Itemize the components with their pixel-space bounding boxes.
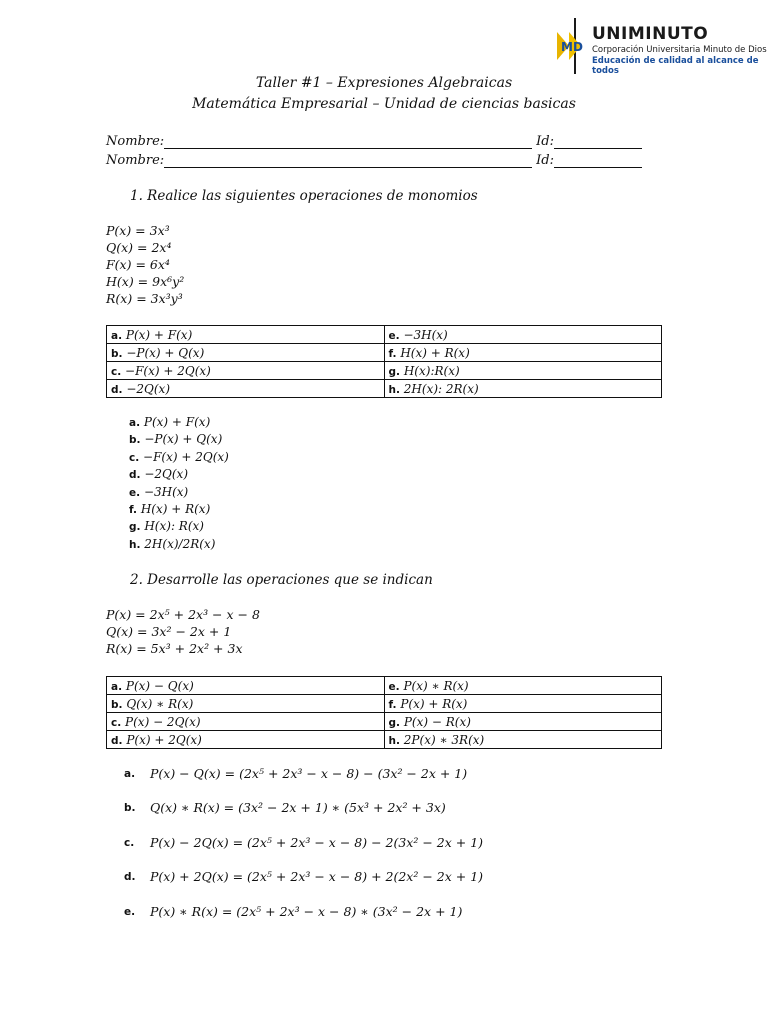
development-label: d.	[124, 871, 136, 883]
table-cell: a. P(x) − Q(x)	[107, 677, 385, 695]
table-cell: f. H(x) + R(x)	[384, 344, 662, 362]
table-cell: b. −P(x) + Q(x)	[107, 344, 385, 362]
list-item: h. 2H(x)/2R(x)	[129, 537, 216, 551]
table-cell: h. 2H(x): 2R(x)	[384, 380, 662, 398]
table-cell: d. P(x) + 2Q(x)	[107, 731, 385, 749]
svg-text:MD: MD	[561, 40, 583, 54]
logo-tagline: Educación de calidad al alcance de todos	[592, 56, 759, 76]
table-cell: d. −2Q(x)	[107, 380, 385, 398]
table-row	[107, 731, 662, 749]
operations-table-2	[106, 676, 662, 749]
list-item: a. P(x) + F(x)	[129, 415, 211, 429]
development-label: a.	[124, 768, 136, 780]
definition: P(x) = 3x³	[106, 223, 170, 238]
logo-subtitle: Corporación Universitaria Minuto de Dios	[592, 45, 767, 55]
name-row-2	[106, 153, 642, 168]
table-row	[107, 326, 662, 344]
table-row	[107, 344, 662, 362]
name-field[interactable]	[164, 134, 532, 149]
table-cell: g. H(x):R(x)	[384, 362, 662, 380]
definition: R(x) = 3x³y³	[106, 291, 183, 306]
question-1-heading: 1. Realice las siguientes operaciones de monomios	[130, 188, 478, 204]
operations-table-1	[106, 325, 662, 398]
list-item: b. −P(x) + Q(x)	[129, 432, 223, 446]
table-cell: b. Q(x) ∗ R(x)	[107, 695, 385, 713]
development-label: c.	[124, 837, 135, 849]
table-cell: c. −F(x) + 2Q(x)	[107, 362, 385, 380]
development-label: b.	[124, 802, 136, 814]
id-label: Id:	[536, 153, 554, 168]
name-label: Nombre:	[106, 153, 165, 168]
name-field[interactable]	[164, 153, 532, 168]
definition: H(x) = 9x⁶y²	[106, 274, 185, 289]
list-item: f. H(x) + R(x)	[129, 502, 211, 516]
definition: Q(x) = 2x⁴	[106, 240, 172, 255]
table-cell: c. P(x) − 2Q(x)	[107, 713, 385, 731]
development-expression: P(x) + 2Q(x) = (2x⁵ + 2x³ − x − 8) + 2(2x² − 2x + 1)	[150, 869, 484, 884]
table-row	[107, 677, 662, 695]
definition: Q(x) = 3x² − 2x + 1	[106, 624, 232, 639]
id-field[interactable]	[554, 134, 642, 149]
page-title: Taller #1 – Expresiones Algebraicas	[255, 75, 513, 91]
development-label: e.	[124, 906, 136, 918]
id-label: Id:	[536, 134, 554, 149]
table-cell: h. 2P(x) ∗ 3R(x)	[384, 731, 662, 749]
list-item: c. −F(x) + 2Q(x)	[129, 450, 229, 464]
development-expression: P(x) ∗ R(x) = (2x⁵ + 2x³ − x − 8) ∗ (3x² − 2x + 1)	[150, 904, 463, 919]
id-field[interactable]	[554, 153, 642, 168]
table-cell: f. P(x) + R(x)	[384, 695, 662, 713]
definition: P(x) = 2x⁵ + 2x³ − x − 8	[106, 607, 260, 622]
development-expression: P(x) − 2Q(x) = (2x⁵ + 2x³ − x − 8) − 2(3x² − 2x + 1)	[150, 835, 484, 850]
list-item: e. −3H(x)	[129, 485, 189, 499]
development-expression: Q(x) ∗ R(x) = (3x² − 2x + 1) ∗ (5x³ + 2x² + 3x)	[150, 800, 446, 815]
table-row	[107, 695, 662, 713]
uniminuto-emblem-icon	[555, 18, 595, 74]
list-item: g. H(x): R(x)	[129, 519, 204, 533]
table-row	[107, 713, 662, 731]
table-row	[107, 362, 662, 380]
list-item: d. −2Q(x)	[129, 467, 189, 481]
table-cell: a. P(x) + F(x)	[107, 326, 385, 344]
development-expression: P(x) − Q(x) = (2x⁵ + 2x³ − x − 8) − (3x² − 2x + 1)	[150, 766, 468, 781]
definition: R(x) = 5x³ + 2x² + 3x	[106, 641, 243, 656]
question-2-heading: 2. Desarrolle las operaciones que se indican	[130, 572, 433, 588]
name-label: Nombre:	[106, 134, 165, 149]
table-row	[107, 380, 662, 398]
table-cell: e. P(x) ∗ R(x)	[384, 677, 662, 695]
page-subtitle: Matemática Empresarial – Unidad de ciencias basicas	[192, 96, 576, 112]
definition: F(x) = 6x⁴	[106, 257, 170, 272]
table-cell: e. −3H(x)	[384, 326, 662, 344]
name-row-1	[106, 134, 642, 149]
logo-name: UNIMINUTO	[592, 24, 709, 44]
table-cell: g. P(x) − R(x)	[384, 713, 662, 731]
